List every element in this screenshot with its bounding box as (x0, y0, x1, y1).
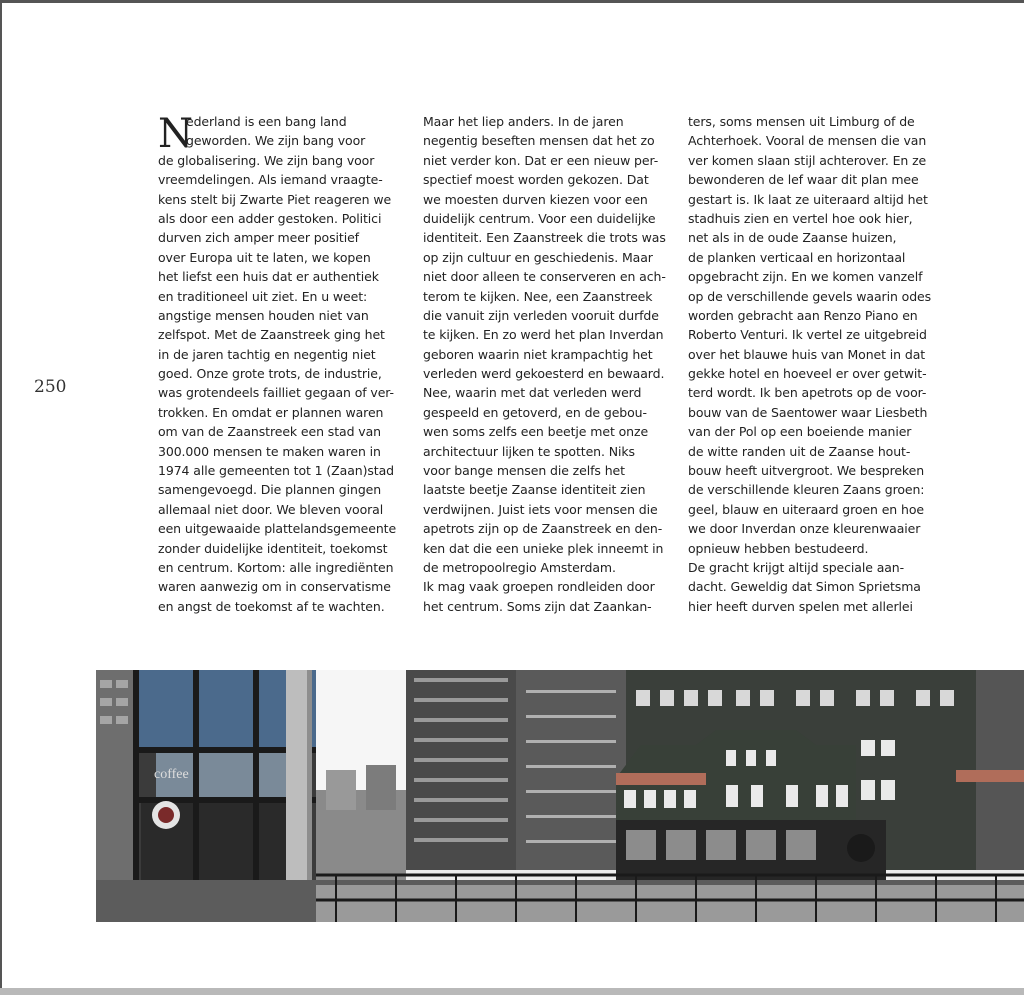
text-line: de verschillende kleuren Zaans groen: (688, 482, 925, 498)
text-line: verleden werd gekoesterd en bewaard. (423, 366, 665, 382)
book-page (2, 3, 1024, 988)
text-line: waren aanwezig om in conservatisme (158, 579, 391, 595)
text-line: worden gebracht aan Renzo Piano en (688, 307, 918, 323)
text-line: terd wordt. Ik ben apetrots op de voor- (688, 385, 927, 401)
text-line: gespeeld en getoverd, en de gebou- (423, 404, 647, 420)
text-line: kens stelt bij Zwarte Piet reageren we (158, 191, 392, 207)
text-line: van der Pol op een boeiende manier (688, 424, 912, 440)
text-line: ken dat die een unieke plek inneemt in (423, 540, 664, 556)
text-line: identiteit. Een Zaanstreek die trots was (423, 230, 666, 246)
text-line: we door Inverdan onze kleurenwaaier (688, 521, 921, 537)
text-line: samengevoegd. Die plannen gingen (158, 482, 382, 498)
drop-cap: N (158, 111, 193, 157)
text-line: duidelijk centrum. Voor een duidelijke (423, 210, 656, 226)
text-line: ters, soms mensen uit Limburg of de (688, 114, 915, 129)
text-line: spectief moest worden gekozen. Dat (423, 172, 649, 188)
text-line: het centrum. Soms zijn dat Zaankan- (423, 598, 652, 614)
text-line: durven zich amper meer positief (158, 230, 359, 246)
text-line: het liefst een huis dat er authentiek (158, 269, 379, 285)
text-line: wen soms zelfs een beetje met onze (423, 424, 649, 440)
text-line: over het blauwe huis van Monet in dat (688, 346, 926, 362)
text-line: 1974 alle gemeenten tot 1 (Zaan)stad (158, 463, 394, 479)
text-line: angstige mensen houden niet van (158, 307, 369, 323)
text-line: de globalisering. We zijn bang voor (158, 152, 375, 168)
text-line: dacht. Geweldig dat Simon Sprietsma (688, 579, 921, 595)
text-line: Ik mag vaak groepen rondleiden door (423, 579, 655, 595)
text-line: apetrots zijn op de Zaanstreek en den- (423, 521, 663, 537)
text-line: stadhuis zien en vertel hoe ook hier, (688, 210, 913, 226)
text-line: we moesten durven kiezen voor een (423, 191, 648, 207)
text-line: om van de Zaanstreek een stad van (158, 424, 381, 440)
text-line: opgebracht zijn. En we komen vanzelf (688, 269, 923, 285)
text-line: op zijn cultuur en geschiedenis. Maar (423, 249, 653, 265)
text-line: geel, blauw en uiteraard groen en hoe (688, 501, 924, 517)
text-line: en angst de toekomst af te wachten. (158, 598, 385, 614)
text-line: Roberto Venturi. Ik vertel ze uitgebreid (688, 327, 927, 343)
text-line: te kijken. En zo werd het plan Inverdan (423, 327, 664, 343)
text-line: gestart is. Ik laat ze uiteraard altijd het (688, 191, 928, 207)
text-line: Nee, waarin met dat verleden werd (423, 385, 642, 401)
text-line: die vanuit zijn verleden vooruit durfde (423, 307, 659, 323)
text-line: goed. Onze grote trots, de industrie, (158, 366, 382, 382)
text-line: ver komen slaan stijl achterover. En ze (688, 152, 927, 168)
text-line: bewonderen de lef waar dit plan mee (688, 172, 919, 188)
text-line: als door een adder gestoken. Politici (158, 210, 382, 226)
text-line: over Europa uit te laten, we kopen (158, 249, 371, 265)
coffee-sign: coffee (154, 767, 189, 782)
text-line: trokken. En omdat er plannen waren (158, 404, 384, 420)
text-line: gekke hotel en hoeveel er over getwit- (688, 366, 927, 382)
text-line: hier heeft durven spelen met allerlei (688, 598, 913, 614)
text-line: op de verschillende gevels waarin odes (688, 288, 932, 304)
text-line: ederland is een bang land (186, 114, 347, 129)
text-line: voor bange mensen die zelfs het (423, 463, 625, 479)
viewer-bottom-bar (0, 988, 1024, 995)
text-line: geboren waarin niet krampachtig het (423, 346, 653, 362)
text-line: bouw heeft uitvergroot. We bespreken (688, 463, 925, 479)
text-line: zonder duidelijke identiteit, toekomst (158, 540, 388, 556)
text-line: 300.000 mensen te maken waren in (158, 443, 381, 459)
text-line: opnieuw hebben bestudeerd. (688, 540, 869, 556)
text-line: niet verder kon. Dat er een nieuw per- (423, 152, 659, 168)
text-line: de planken verticaal en horizontaal (688, 249, 906, 265)
text-line: en centrum. Kortom: alle ingrediënten (158, 559, 394, 575)
text-column-3 (688, 112, 932, 616)
text-line: architectuur lijken te spotten. Niks (423, 443, 635, 459)
text-line: niet door alleen te conserveren en ach- (423, 269, 666, 285)
text-line: laatste beetje Zaanse identiteit zien (423, 482, 646, 498)
text-line: net als in de oude Zaanse huizen, (688, 230, 897, 246)
text-line: een uitgewaaide plattelandsgemeente (158, 521, 397, 537)
text-line: zelfspot. Met de Zaanstreek ging het (158, 327, 385, 343)
text-line: in de jaren tachtig en negentig niet (158, 346, 376, 362)
text-line: verdwijnen. Juist iets voor mensen die (423, 501, 658, 517)
inverdan-street-photo (96, 670, 1024, 922)
text-line: Achterhoek. Vooral de mensen die van (688, 133, 927, 149)
text-line: allemaal niet door. We bleven vooral (158, 501, 384, 517)
text-line: negentig beseften mensen dat het zo (423, 133, 655, 149)
text-column-2 (423, 112, 666, 616)
text-line: terom te kijken. Nee, een Zaanstreek (423, 288, 653, 304)
page-number: 250 (34, 377, 67, 397)
text-line: geworden. We zijn bang voor (186, 133, 366, 149)
text-line: en traditioneel uit ziet. En u weet: (158, 288, 368, 304)
text-line: bouw van de Saentower waar Liesbeth (688, 404, 928, 420)
text-line: de witte randen uit de Zaanse hout- (688, 443, 911, 459)
text-line: De gracht krijgt altijd speciale aan- (688, 559, 905, 575)
text-line: de metropoolregio Amsterdam. (423, 559, 616, 575)
text-line: was grotendeels failliet gegaan of ver- (158, 385, 394, 401)
text-line: vreemdelingen. Als iemand vraagte- (158, 172, 383, 188)
text-line: Maar het liep anders. In de jaren (423, 114, 624, 129)
text-column-1 (158, 112, 396, 616)
